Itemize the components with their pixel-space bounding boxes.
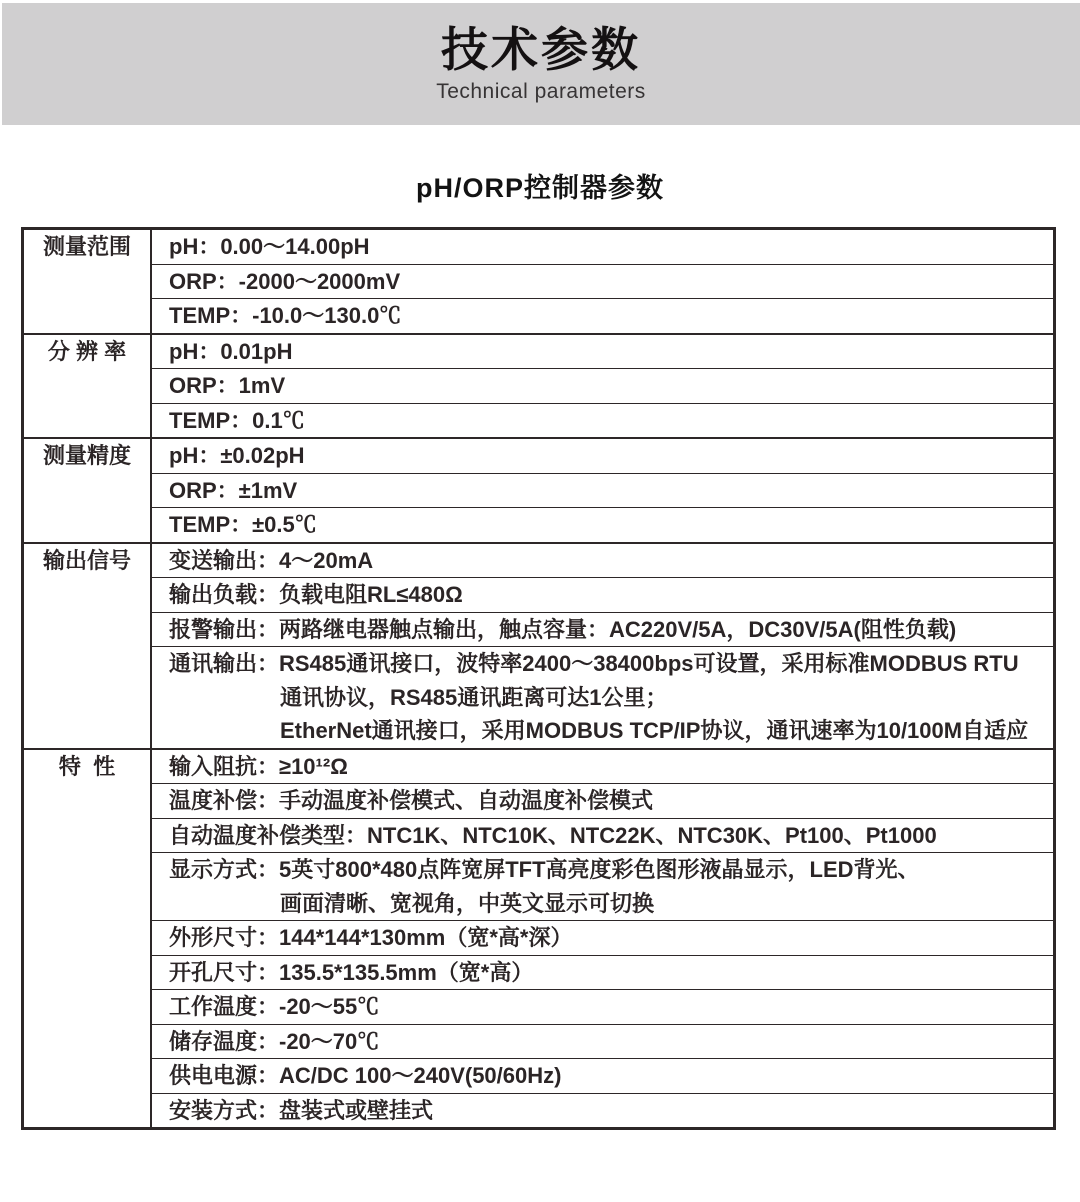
spec-row <box>152 853 1053 921</box>
spec-row <box>152 369 1053 404</box>
spec-row <box>152 819 1053 854</box>
spec-group <box>24 230 1053 335</box>
spec-row <box>152 956 1053 991</box>
spec-line: 外形尺寸：144*144*130mm（宽*高*深） <box>169 925 573 950</box>
page-title: 技术参数 <box>441 23 641 77</box>
group-label: 测量范围 <box>42 234 131 259</box>
spec-row <box>152 1025 1053 1060</box>
spec-row <box>152 578 1053 613</box>
spec-line: 工作温度：-20～55℃ <box>169 994 380 1019</box>
spec-line: ORP：-2000～2000mV <box>169 268 401 294</box>
group-value-cell <box>152 544 1053 748</box>
group-value-cell <box>152 335 1053 438</box>
spec-line: 供电电源：AC/DC 100～240V(50/60Hz) <box>169 1063 562 1088</box>
group-value-cell <box>152 230 1053 333</box>
spec-row <box>152 613 1053 648</box>
group-label-cell <box>24 335 152 438</box>
spec-row <box>152 647 1053 748</box>
spec-line: 画面清晰、宽视角，中英文显示可切换 <box>280 890 655 916</box>
spec-group <box>24 439 1053 544</box>
spec-row <box>152 544 1053 579</box>
spec-line: EtherNet通讯接口，采用MODBUS TCP/IP协议，通讯速率为10/100M自适应 <box>280 718 1029 743</box>
spec-line: pH：0.01pH <box>169 338 293 364</box>
spec-line: 自动温度补偿类型：NTC1K、NTC10K、NTC22K、NTC30K、Pt100、Pt1000 <box>169 822 937 848</box>
group-label-cell <box>24 230 152 333</box>
spec-line: 开孔尺寸：135.5*135.5mm（宽*高） <box>169 959 534 985</box>
spec-row <box>152 784 1053 819</box>
section-title: pH/ORP控制器参数 <box>415 173 664 203</box>
spec-line: ORP：1mV <box>169 373 286 398</box>
spec-line: TEMP：-10.0～130.0℃ <box>169 303 402 328</box>
spec-row <box>152 1094 1053 1128</box>
spec-group <box>24 335 1053 440</box>
spec-row <box>152 299 1053 333</box>
spec-line: 报警输出：两路继电器触点输出，触点容量：AC220V/5A，DC30V/5A(阻性负载) <box>169 616 957 642</box>
spec-row <box>152 230 1053 265</box>
spec-line: 输出负载：负载电阻RL≤480Ω <box>169 582 463 607</box>
group-label: 输出信号 <box>42 547 131 573</box>
spec-line: 温度补偿：手动温度补偿模式、自动温度补偿模式 <box>169 788 654 813</box>
spec-group <box>24 750 1053 1128</box>
group-label: 分 辨 率 <box>47 338 127 364</box>
spec-line: 显示方式：5英寸800*480点阵宽屏TFT高亮度彩色图形液晶显示，LED背光、 <box>169 857 920 882</box>
spec-line: 变送输出：4～20mA <box>169 547 374 573</box>
spec-row <box>152 474 1053 509</box>
spec-row <box>152 990 1053 1025</box>
spec-row <box>152 750 1053 785</box>
spec-row <box>152 404 1053 438</box>
spec-line: 通讯协议，RS485通讯距离可达1公里； <box>280 684 668 710</box>
group-label-cell <box>24 544 152 748</box>
spec-row <box>152 335 1053 370</box>
spec-line: TEMP：0.1℃ <box>169 407 305 433</box>
spec-row <box>152 921 1053 956</box>
spec-line: pH：±0.02pH <box>169 443 305 468</box>
group-label: 测量精度 <box>42 443 131 468</box>
spec-line: 储存温度：-20～70℃ <box>169 1028 380 1054</box>
group-value-cell <box>152 439 1053 542</box>
group-label: 特 性 <box>58 753 116 779</box>
spec-group <box>24 544 1053 750</box>
group-value-cell <box>152 750 1053 1128</box>
spec-line: pH：0.00～14.00pH <box>169 234 370 259</box>
spec-table <box>21 227 1056 1130</box>
spec-line: 输入阻抗：≥10¹²Ω <box>169 753 348 779</box>
group-label-cell <box>24 439 152 542</box>
spec-line: 安装方式：盘装式或壁挂式 <box>169 1097 434 1123</box>
spec-line: ORP：±1mV <box>169 477 298 503</box>
spec-row <box>152 265 1053 300</box>
group-label-cell <box>24 750 152 1128</box>
spec-line: 通讯输出：RS485通讯接口，波特率2400～38400bps可设置，采用标准MODBUS RTU <box>169 651 1019 676</box>
spec-row <box>152 439 1053 474</box>
header-banner <box>2 3 1080 125</box>
page-subtitle: Technical parameters <box>436 79 646 103</box>
spec-line: TEMP：±0.5℃ <box>169 512 317 537</box>
spec-row <box>152 508 1053 542</box>
spec-row <box>152 1059 1053 1094</box>
